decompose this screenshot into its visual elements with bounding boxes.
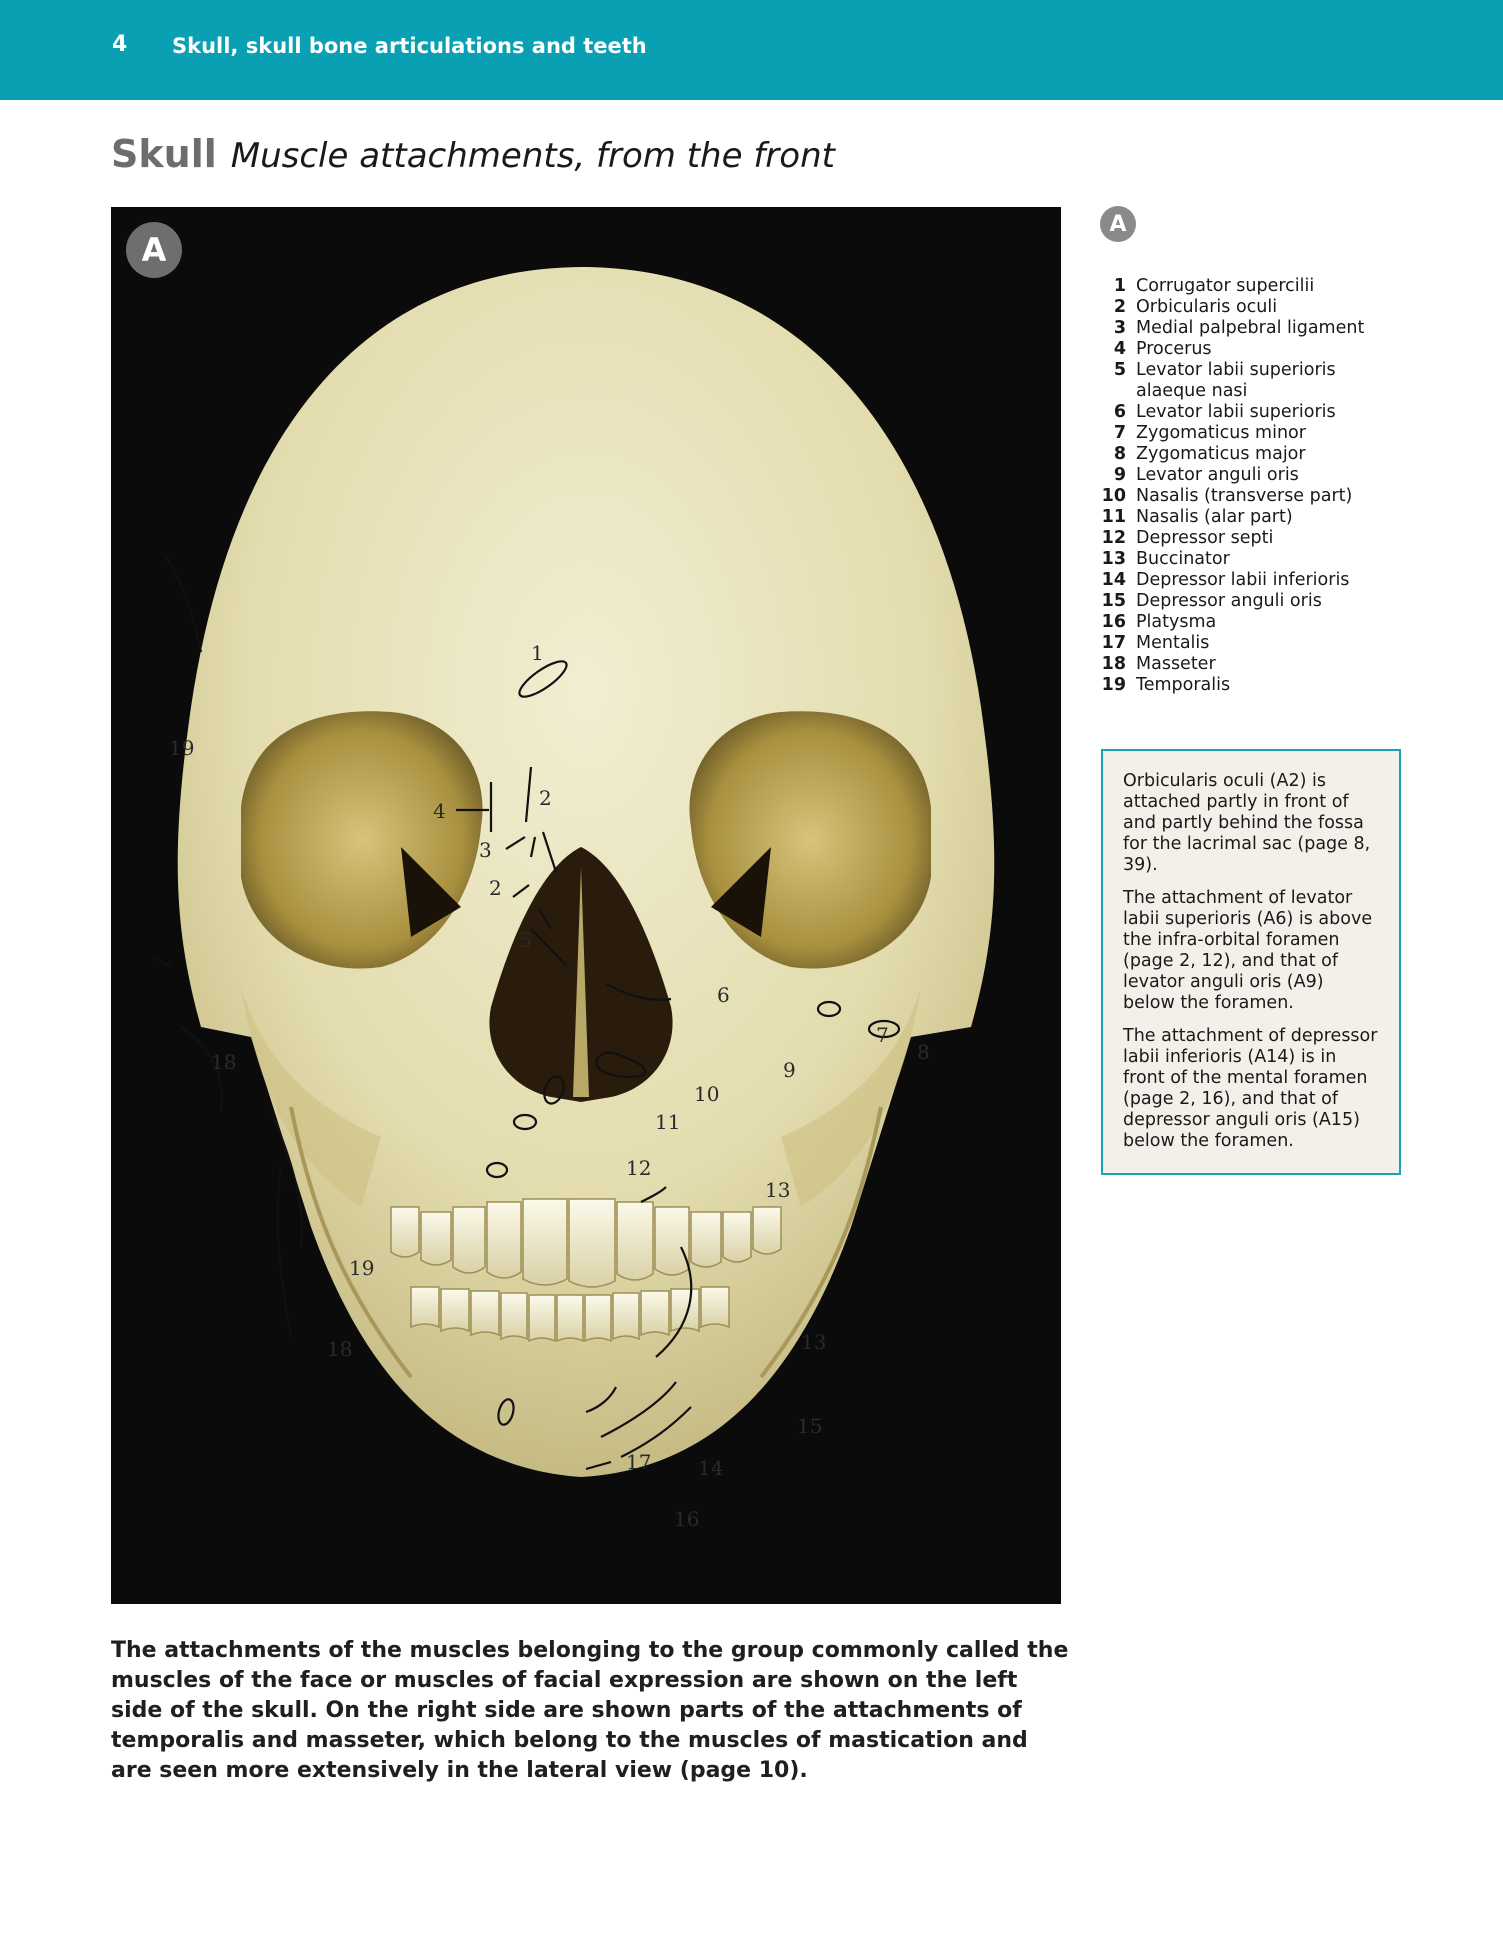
legend-number: 5 — [1113, 360, 1126, 380]
header-band — [0, 0, 1503, 100]
fig-label-17: 17 — [626, 1450, 652, 1474]
skull-figure — [111, 207, 1061, 1604]
legend-text: alaeque nasi — [1136, 381, 1248, 401]
legend-text: Zygomaticus minor — [1136, 423, 1306, 443]
list-item — [1100, 612, 1430, 633]
fig-label-5: 5 — [519, 928, 532, 952]
legend-text: Medial palpebral ligament — [1136, 318, 1365, 338]
legend-number: 2 — [1113, 297, 1126, 317]
fig-label-19b: 19 — [349, 1256, 375, 1280]
legend-text: Depressor anguli oris — [1136, 591, 1322, 611]
list-item — [1100, 276, 1430, 297]
legend-number: 10 — [1101, 486, 1126, 506]
list-item — [1100, 444, 1430, 465]
list-item — [1100, 675, 1430, 696]
legend-number: 12 — [1101, 528, 1126, 548]
legend-text: Depressor septi — [1136, 528, 1274, 548]
list-item — [1100, 402, 1430, 423]
fig-label-1: 1 — [531, 641, 544, 665]
legend-number: 14 — [1101, 570, 1126, 590]
figure-badge: A — [126, 222, 182, 278]
list-item — [1100, 423, 1430, 444]
list-item — [1100, 507, 1430, 528]
list-item — [1100, 318, 1430, 339]
fig-label-18: 18 — [211, 1050, 237, 1074]
list-item — [1100, 339, 1430, 360]
list-item — [1100, 381, 1430, 402]
legend-text: Nasalis (transverse part) — [1136, 486, 1353, 506]
legend-text: Levator labii superioris — [1136, 360, 1336, 380]
fig-label-16: 16 — [674, 1507, 700, 1531]
list-item — [1100, 297, 1430, 318]
figure-caption — [111, 1636, 1071, 1786]
note-box — [1101, 749, 1401, 1175]
fig-label-13b: 13 — [801, 1330, 827, 1354]
legend-text: Levator labii superioris — [1136, 402, 1336, 422]
note-paragraph: Orbicularis oculi (A2) is attached partly in front of and partly behind the fossa for the lacrimal sac (page 8, 39). — [1123, 771, 1371, 875]
legend-text: Zygomaticus major — [1136, 444, 1306, 464]
fig-label-18b: 18 — [327, 1337, 353, 1361]
legend-number: 1 — [1113, 276, 1126, 296]
list-item — [1100, 654, 1430, 675]
fig-label-15: 15 — [797, 1414, 823, 1438]
legend-text: Temporalis — [1136, 675, 1231, 695]
fig-label-14: 14 — [698, 1456, 724, 1480]
legend-text: Nasalis (alar part) — [1136, 507, 1293, 527]
legend-number: 19 — [1101, 675, 1126, 695]
fig-label-9: 9 — [783, 1058, 796, 1082]
note-paragraph: The attachment of levator labii superioris (A6) is above the infra-orbital foramen (page 2, 12), and that of levator anguli oris (A9) below the foramen. — [1123, 888, 1373, 1013]
fig-label-12: 12 — [626, 1156, 652, 1180]
legend-list — [1100, 276, 1430, 696]
legend-number: 8 — [1113, 444, 1126, 464]
legend-number: 9 — [1113, 465, 1126, 485]
legend-text: Depressor labii inferioris — [1136, 570, 1350, 590]
legend-number: 4 — [1113, 339, 1126, 359]
legend-text: Masseter — [1136, 654, 1216, 674]
list-item — [1100, 528, 1430, 549]
legend-number: 16 — [1101, 612, 1126, 632]
list-item — [1100, 633, 1430, 654]
legend-number: 18 — [1101, 654, 1126, 674]
legend-text: Platysma — [1136, 612, 1217, 632]
legend-number: 13 — [1101, 549, 1126, 569]
fig-label-19: 19 — [169, 736, 195, 760]
note-paragraph: The attachment of depressor labii inferioris (A14) is in front of the mental foramen (page 2, 16), and that of depressor anguli oris (A15) below the foramen. — [1123, 1026, 1378, 1151]
legend-text: Buccinator — [1136, 549, 1230, 569]
legend-number: 11 — [1101, 507, 1126, 527]
legend-text: Corrugator supercilii — [1136, 276, 1315, 296]
fig-label-10: 10 — [694, 1082, 720, 1106]
fig-label-2b: 2 — [489, 876, 502, 900]
legend-text: Levator anguli oris — [1136, 465, 1299, 485]
list-item — [1100, 591, 1430, 612]
legend-text: Mentalis — [1136, 633, 1210, 653]
caption-text: The attachments of the muscles belonging to the group commonly called the muscles of the face or muscles of facial expression are shown on the left side of the skull. On the right side are shown parts of the attachments of temporalis and masseter, which belong to the muscles of mastication and are seen more extensively in the lateral view (page 10). — [111, 1638, 1069, 1783]
skull-illustration — [111, 207, 1061, 1604]
page-title-sub: Muscle attachments, from the front — [230, 136, 835, 176]
list-item — [1100, 570, 1430, 591]
fig-label-8: 8 — [917, 1040, 930, 1064]
legend-text: Orbicularis oculi — [1136, 297, 1278, 317]
fig-label-11: 11 — [655, 1110, 681, 1134]
fig-label-2: 2 — [539, 786, 552, 810]
fig-label-3: 3 — [479, 838, 492, 862]
page-number: 4 — [112, 32, 128, 57]
fig-label-6: 6 — [717, 983, 730, 1007]
fig-label-4: 4 — [433, 799, 446, 823]
list-item — [1100, 465, 1430, 486]
page-title — [111, 132, 835, 176]
list-item — [1100, 360, 1430, 381]
list-item — [1100, 549, 1430, 570]
fig-label-7: 7 — [876, 1023, 889, 1047]
legend-number: 7 — [1113, 423, 1126, 443]
page-title-main: Skull — [111, 132, 217, 176]
chapter-title: Skull, skull bone articulations and teeth — [172, 34, 647, 58]
legend-number: 6 — [1113, 402, 1126, 422]
legend-number — [1100, 381, 1126, 402]
legend-badge: A — [1100, 206, 1136, 242]
legend-text: Procerus — [1136, 339, 1212, 359]
fig-label-13: 13 — [765, 1178, 791, 1202]
legend-number: 15 — [1101, 591, 1126, 611]
list-item — [1100, 486, 1430, 507]
legend-number: 3 — [1113, 318, 1126, 338]
legend-number: 17 — [1101, 633, 1126, 653]
